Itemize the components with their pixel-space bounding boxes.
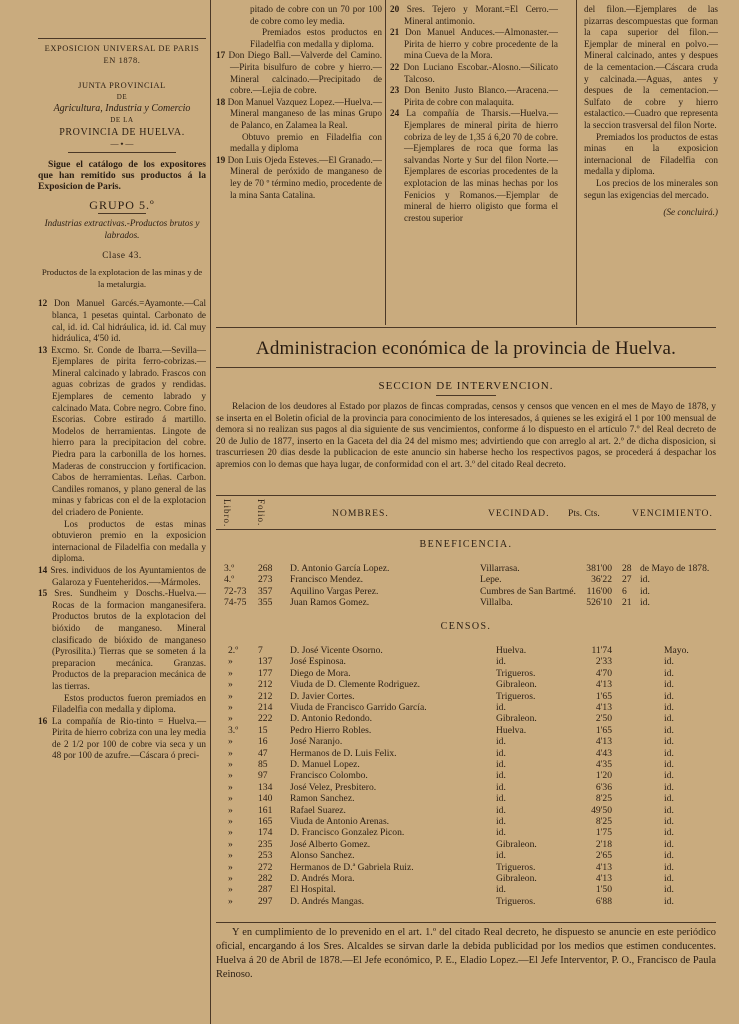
cell-nombre: D. Antonio Redondo. xyxy=(290,713,373,725)
sigue-paragraph: Sigue el catálogo de los expositores que han remitido sus productos á la Exposicion de Paris. xyxy=(38,158,206,192)
table-row xyxy=(216,759,716,770)
cell-folio: 165 xyxy=(258,816,273,827)
entry-text: Los productos de estas minas obtuvieron premio en la exposicion internacional de Filadelfia con medalla y diploma. xyxy=(52,518,206,564)
de-label: DE xyxy=(116,92,128,101)
entry-number: 14 xyxy=(38,564,48,575)
cell-nombre: José Naranjo. xyxy=(290,736,343,748)
table-row xyxy=(216,725,716,736)
cell-folio: 357 xyxy=(258,585,273,597)
cell-dia: 6 xyxy=(622,585,627,597)
exposicion-heading: EXPOSICION UNIVERSAL DE PARIS xyxy=(44,44,200,53)
entry-list xyxy=(216,50,382,201)
cell-nombre: D. Antonio García Lopez. xyxy=(290,563,390,574)
top-rule xyxy=(38,38,206,39)
column-divider xyxy=(385,0,386,325)
cell-vecindad: id. xyxy=(496,850,506,862)
cell-libro: 2.º xyxy=(228,645,239,656)
entry-text: La compañía de Tharsis.—Huelva.—Ejemplares de mineral pirita de hierro cobriza de ley de 1,35 á 6,20 70 de cobre.—Ejemplares de roca que forma las salvandas Norte y Sur del filon Norte.—Ejemplares de escorias procedentes de la explotacion de las minas hechas por los Fenicios y Romanos.—Ejemplar de mineral de hierro oligisto que forma el crestou superior xyxy=(404,108,558,223)
entry-number: 13 xyxy=(38,344,48,355)
entry-text: Obtuvo premio en Filadelfia con medalla y diploma xyxy=(230,131,382,154)
cell-nombre: Aquilino Vargas Perez. xyxy=(290,585,379,597)
entry-number: 17 xyxy=(216,50,226,61)
entry-text: Don Manuel Vazquez Lopez.—Huelva.—Mineral manganeso de las minas Grupo de Palanco, en Zalamea la Real. xyxy=(227,96,383,130)
cell-mes: id. xyxy=(664,884,674,896)
cell-mes: id. xyxy=(640,585,650,597)
table-row xyxy=(216,597,716,608)
cell-libro: » xyxy=(228,793,233,805)
column-2 xyxy=(216,4,382,201)
cell-folio: 177 xyxy=(258,667,273,679)
catalog-entry xyxy=(38,565,206,588)
cell-folio: 161 xyxy=(258,804,273,816)
cell-libro: » xyxy=(228,770,233,782)
entry-text: Excmo. Sr. Conde de Ibarra.—Sevilla—Ejemplares de pirita ferro-cobrizas.—Mineral calcinado y labrado. Frascos con aguas cobrizas de grados y rendidas. Ejemplares de cemento labrado y calcinado Mata. Cobre negro. Cobre fino. Escorias. Cobre estirado á martillo. Modelos de herramientas. Lingote de hierro para la precipitacion del cobre. Piedra para la carbonilla de los hornes. Maderas de construccion y fortificacion. Cabos de herramientas. Leñas. Carbon. Candiles romanos, y plano general de las minas y fabricas con el de la explotacion del criadero de Poniente. xyxy=(51,344,206,517)
entry-text: La compañía de Rio-tinto = Huelva.—Pirita de hierro cobriza con una ley media de 2 1/2 por 100 de cobre via seca y un 48 por 100 de azufre.—Cáscara ó preci- xyxy=(51,715,207,761)
cell-folio: 287 xyxy=(258,884,273,896)
cell-libro: 4.º xyxy=(224,574,235,586)
entry-text: Sres. Tejero y Morant.=El Cerro.—Mineral antimonio. xyxy=(404,4,558,26)
entry-number: 20 xyxy=(390,4,400,14)
concluira-note: (Se concluirá.) xyxy=(663,207,718,218)
cell-nombre: D. Javier Cortes. xyxy=(290,690,355,702)
entry-number: 16 xyxy=(38,715,48,726)
cell-vecindad: Trigueros. xyxy=(496,690,536,702)
provincia-heading: PROVINCIA DE HUELVA. xyxy=(59,126,185,138)
entry-text: Sres. individuos de los Ayuntamientos de Galaroza y Fuenteheridos.—-Mármoles. xyxy=(50,564,206,587)
cell-folio: 47 xyxy=(258,747,268,759)
cell-libro: » xyxy=(228,679,233,691)
exposicion-year: EN 1878. xyxy=(103,55,141,65)
cell-folio: 282 xyxy=(258,873,273,884)
cell-nombre: Rafael Suarez. xyxy=(290,804,346,816)
cell-vecindad: Lepe. xyxy=(480,574,502,586)
industrias-heading: Industrias extractivas.-Productos brutos y labrados. xyxy=(44,218,200,240)
cell-nombre: D. Francisco Gonzalez Picon. xyxy=(290,827,405,839)
table-row xyxy=(216,702,716,713)
cell-mes: id. xyxy=(664,713,674,725)
cell-vecindad: id. xyxy=(496,793,506,805)
rule xyxy=(68,152,176,153)
cell-pts: 381'00 xyxy=(586,563,612,574)
cell-vecindad: Huelva. xyxy=(496,724,527,736)
cell-mes: id. xyxy=(664,656,674,668)
catalog-entry xyxy=(216,97,382,132)
cell-pts: 4'13 xyxy=(595,679,612,691)
table-row xyxy=(216,656,716,667)
cell-libro: 74-75 xyxy=(224,597,247,609)
catalog-entry xyxy=(38,588,206,692)
header-vencimiento: VENCIMIENTO. xyxy=(632,508,713,519)
cell-vecindad: id. xyxy=(496,827,506,839)
cell-pts: 2'65 xyxy=(595,850,612,862)
rule xyxy=(436,395,496,396)
cell-mes: id. xyxy=(664,804,674,816)
premio-note: Premiados estos productos en Filadelfia con medalla y diploma. xyxy=(250,27,382,49)
header-folio: Folio. xyxy=(256,499,266,527)
cell-libro: » xyxy=(228,667,233,679)
table-row xyxy=(216,586,716,597)
cell-folio: 137 xyxy=(258,656,273,668)
junta-heading: JUNTA PROVINCIAL xyxy=(78,81,166,91)
cell-vecindad: id. xyxy=(496,702,506,713)
cell-folio: 253 xyxy=(258,850,273,862)
cell-vecindad: Gibraleon. xyxy=(496,679,537,691)
cell-mes: id. xyxy=(664,724,674,736)
cell-folio: 85 xyxy=(258,759,268,770)
catalog-entry xyxy=(216,132,382,155)
table-rule xyxy=(216,529,716,530)
cell-mes: id. xyxy=(664,793,674,805)
cell-libro: » xyxy=(228,804,233,816)
table-row xyxy=(216,748,716,759)
cell-libro: 72-73 xyxy=(224,585,247,597)
cell-mes: id. xyxy=(664,895,674,907)
entry-number: 15 xyxy=(38,588,48,599)
cell-libro: » xyxy=(228,702,233,713)
entry-number: 21 xyxy=(390,27,400,38)
beneficencia-heading: BENEFICENCIA. xyxy=(419,539,513,550)
cell-pts: 4'13 xyxy=(595,736,612,748)
cell-libro: » xyxy=(228,816,233,827)
catalog-entry xyxy=(216,50,382,96)
cell-pts: 4'13 xyxy=(595,861,612,873)
cell-folio: 297 xyxy=(258,895,273,907)
cell-mes: id. xyxy=(640,574,650,586)
cell-nombre: El Hospital. xyxy=(290,884,336,896)
cell-mes: id. xyxy=(664,816,674,827)
seccion-heading: SECCION DE INTERVENCION. xyxy=(378,380,554,392)
cell-folio: 273 xyxy=(258,574,273,586)
grupo-heading: GRUPO 5.º xyxy=(89,197,155,212)
cell-libro: » xyxy=(228,736,233,748)
header-vecindad: VECINDAD. xyxy=(488,508,550,519)
cell-nombre: Hermanos de D.ª Gabriela Ruiz. xyxy=(290,861,414,873)
catalog-entry xyxy=(390,27,558,62)
column-divider xyxy=(210,0,211,1024)
cell-pts: 4'13 xyxy=(595,873,612,884)
cell-folio: 97 xyxy=(258,770,268,782)
cell-pts: 4'43 xyxy=(595,747,612,759)
cell-mes: id. xyxy=(664,850,674,862)
entry-number: 23 xyxy=(390,85,400,96)
cell-nombre: D. José Vicente Osorno. xyxy=(290,645,383,656)
cell-vecindad: id. xyxy=(496,884,506,896)
table-bottom-rule xyxy=(216,922,716,923)
cell-pts: 6'88 xyxy=(595,895,612,907)
cell-mes: id. xyxy=(664,679,674,691)
entry-list xyxy=(38,298,206,762)
administracion-title: Administracion económica de la provincia de Huelva. xyxy=(255,338,677,359)
cell-folio: 212 xyxy=(258,690,273,702)
cell-nombre: D. Manuel Lopez. xyxy=(290,759,360,770)
cell-libro: » xyxy=(228,690,233,702)
header-libro: Libro. xyxy=(222,499,232,528)
entry-number: 24 xyxy=(390,108,400,119)
table-row xyxy=(216,574,716,585)
table-row xyxy=(216,679,716,690)
cell-pts: 1'75 xyxy=(595,827,612,839)
cell-dia: 28 xyxy=(622,563,632,574)
cell-vecindad: id. xyxy=(496,781,506,793)
cell-folio: 7 xyxy=(258,645,263,656)
rule xyxy=(98,213,146,214)
catalog-entry xyxy=(390,108,558,224)
cell-vecindad: Villalba. xyxy=(480,597,513,609)
entry-number: 22 xyxy=(390,61,400,72)
catalog-entry xyxy=(38,519,206,565)
agricultura-heading: Agricultura, Industria y Comercio xyxy=(53,103,191,115)
catalog-entry xyxy=(390,4,558,27)
cell-vecindad: Villarrasa. xyxy=(480,563,520,574)
cell-libro: » xyxy=(228,850,233,862)
cell-pts: 2'18 xyxy=(595,838,612,850)
cell-pts: 116'00 xyxy=(586,585,612,597)
cell-libro: » xyxy=(228,838,233,850)
entry-number: 12 xyxy=(38,298,48,309)
cell-mes: Mayo. xyxy=(664,645,689,656)
section-rule xyxy=(216,327,716,328)
cell-vecindad: id. xyxy=(496,770,506,782)
footer-paragraph: Y en cumplimiento de lo prevenido en el art. 1.º del citado Real decreto, he dispuesto se anuncie en este periódico oficial, encargando á los Sres. Alcaldes se sirvan darle la debida publicidad por los medios que estimen conducentes. Huelva á 20 de Abril de 1878.—El Jefe económico, P. E., Eladio Lopez.—El Jefe Interventor, P. O., Francisco de Paula Reinoso. xyxy=(216,927,716,980)
catalog-entry xyxy=(390,85,558,108)
table-row xyxy=(216,850,716,861)
table-row xyxy=(216,862,716,873)
entry-text: Don Luis Ojeda Esteves.—El Granado.—Mineral de peróxido de manganeso de ley de 70 º término medio, procedente de la mina Santa Catalina. xyxy=(227,154,382,200)
cell-mes: id. xyxy=(664,838,674,850)
cell-libro: » xyxy=(228,895,233,907)
entry-text: Don Manuel Garcés.=Ayamonte.—Cal blanca, 1 pesetas quintal. Carbonato de cal, id. id. Cal hidráulica, id. id. Cal muy hidráulica, 4'50 id. xyxy=(52,298,207,344)
cell-pts: 4'35 xyxy=(595,759,612,770)
catalog-entry xyxy=(38,345,206,519)
cell-nombre: D. Andrés Mangas. xyxy=(290,895,365,907)
cell-vecindad: id. xyxy=(496,747,506,759)
entry-text: Don Diego Ball.—Valverde del Camino.—Pirita bisulfuro de cobre y hierro.—Mineral calcinado.—Precipitado de cobre.—Lejia de cobre. xyxy=(228,50,382,96)
cell-nombre: Viuda de Francisco Garrido García. xyxy=(290,702,427,713)
cell-folio: 268 xyxy=(258,563,273,574)
cell-folio: 174 xyxy=(258,827,273,839)
entry-number: 18 xyxy=(216,96,226,107)
cell-pts: 36'22 xyxy=(591,574,612,586)
table-row xyxy=(216,805,716,816)
cell-mes: de Mayo de 1878. xyxy=(640,563,710,574)
table-row xyxy=(216,713,716,724)
entry-text: Sres. Sundheim y Doschs.-Huelva.—Rocas de la formacion manganesifera. Productos brutos de la explotacion del bióxido de manganeso. Mineral clasificado de bióxido de manganeso (Pyrosilita.) Tierras que se someten á la preparacion mecánica. Granzas. Productos de la preparacion mecánica de las tierras. xyxy=(52,588,206,691)
table-row xyxy=(216,793,716,804)
cell-vecindad: id. xyxy=(496,736,506,748)
cell-nombre: José Espinosa. xyxy=(290,656,346,668)
cell-pts: 4'70 xyxy=(595,667,612,679)
column-divider xyxy=(576,0,577,325)
table-row xyxy=(216,839,716,850)
cell-folio: 140 xyxy=(258,793,273,805)
cell-pts: 6'36 xyxy=(595,781,612,793)
cell-folio: 222 xyxy=(258,713,273,725)
cell-vecindad: Cumbres de San Bartmé. xyxy=(480,585,576,597)
cell-vecindad: Huelva. xyxy=(496,645,527,656)
cell-vecindad: id. xyxy=(496,804,506,816)
cell-libro: » xyxy=(228,861,233,873)
cell-mes: id. xyxy=(664,747,674,759)
cell-libro: » xyxy=(228,656,233,668)
cell-mes: id. xyxy=(664,690,674,702)
column-4 xyxy=(584,4,718,219)
ornament: — ⬩ — xyxy=(110,139,134,149)
cell-folio: 134 xyxy=(258,781,273,793)
cell-folio: 15 xyxy=(258,724,268,736)
catalog-entry xyxy=(38,716,206,762)
cell-vecindad: Gibraleon. xyxy=(496,838,537,850)
cell-pts: 4'13 xyxy=(595,702,612,713)
table-row xyxy=(216,884,716,895)
cell-dia: 21 xyxy=(622,597,632,609)
catalog-entry xyxy=(216,155,382,201)
cell-mes: id. xyxy=(664,770,674,782)
catalog-entry xyxy=(390,62,558,85)
cell-vecindad: Trigueros. xyxy=(496,861,536,873)
entry-text: Don Benito Justo Blanco.—Aracena.—Pirita de cobre con malaquita. xyxy=(404,85,558,107)
continued-text: del filon.—Ejemplares de las pizarras descompuestas que forman la capa superior del filon.—Ejemplar de mineral en polvo.—Mineral calcinado, antes y despues de la cementacion.—Cáscara cruda y calcinada.—Aguas, antes y despues de la cementacion.—Sulfato de cobre y hierro estalactico.—Cuadro que representa la seccion trasversal del filon Norte. xyxy=(584,4,718,130)
cell-folio: 235 xyxy=(258,838,273,850)
cell-dia: 27 xyxy=(622,574,632,586)
header-nombres: NOMBRES. xyxy=(332,508,389,519)
precios-note: Los precios de los minerales son segun las exigencias del mercado. xyxy=(584,177,718,200)
cell-vecindad: Trigueros. xyxy=(496,895,536,907)
cell-nombre: Juan Ramos Gomez. xyxy=(290,597,370,609)
cell-pts: 526'10 xyxy=(586,597,612,609)
productos-heading: Productos de la explotacion de las minas y de la metalurgia. xyxy=(41,267,203,289)
cell-libro: » xyxy=(228,781,233,793)
cell-nombre: José Alberto Gomez. xyxy=(290,838,371,850)
cell-folio: 355 xyxy=(258,597,273,609)
table-row xyxy=(216,896,716,907)
table-row xyxy=(216,873,716,884)
cell-mes: id. xyxy=(640,597,650,609)
cell-nombre: José Velez, Presbitero. xyxy=(290,781,377,793)
cell-pts: 49'50 xyxy=(591,804,612,816)
cell-folio: 16 xyxy=(258,736,268,748)
cell-libro: » xyxy=(228,873,233,884)
title-rule xyxy=(216,367,716,368)
cell-pts: 1'50 xyxy=(595,884,612,896)
cell-nombre: Francisco Mendez. xyxy=(290,574,363,586)
cell-mes: id. xyxy=(664,861,674,873)
cell-nombre: Viuda de Antonio Arenas. xyxy=(290,816,390,827)
cell-mes: id. xyxy=(664,873,674,884)
cell-nombre: Diego de Mora. xyxy=(290,667,351,679)
catalog-entry xyxy=(38,693,206,716)
cell-mes: id. xyxy=(664,827,674,839)
entry-number: 19 xyxy=(216,154,226,165)
cell-libro: » xyxy=(228,827,233,839)
cell-libro: 3.º xyxy=(224,563,235,574)
table-row xyxy=(216,827,716,838)
cell-vecindad: id. xyxy=(496,759,506,770)
cell-mes: id. xyxy=(664,781,674,793)
cell-pts: 1'20 xyxy=(595,770,612,782)
cell-libro: » xyxy=(228,713,233,725)
censos-heading: CENSOS. xyxy=(440,621,492,632)
column-exposicion xyxy=(38,4,206,762)
catalog-entry xyxy=(38,298,206,344)
cell-nombre: Pedro Hierro Robles. xyxy=(290,724,372,736)
table-row xyxy=(216,645,716,656)
table-row xyxy=(216,770,716,781)
table-row xyxy=(216,782,716,793)
table-header xyxy=(216,495,716,529)
cell-mes: id. xyxy=(664,702,674,713)
cell-nombre: D. Andrés Mora. xyxy=(290,873,355,884)
table-row xyxy=(216,668,716,679)
cell-nombre: Hermanos de D. Luis Felix. xyxy=(290,747,397,759)
cell-nombre: Francisco Colombo. xyxy=(290,770,368,782)
cell-libro: » xyxy=(228,747,233,759)
continued-text: pitado de cobre con un 70 por 100 de cobre como ley media. xyxy=(250,4,382,26)
cell-libro: » xyxy=(228,759,233,770)
table-row xyxy=(216,736,716,747)
table-row xyxy=(216,563,716,574)
cell-libro: 3.º xyxy=(228,724,239,736)
cell-mes: id. xyxy=(664,667,674,679)
cell-nombre: Ramon Sanchez. xyxy=(290,793,355,805)
cell-vecindad: Gibraleon. xyxy=(496,873,537,884)
cell-pts: 2'33 xyxy=(595,656,612,668)
cell-mes: id. xyxy=(664,736,674,748)
cell-vecindad: Trigueros. xyxy=(496,667,536,679)
clase-heading: Clase 43. xyxy=(102,249,142,260)
cell-mes: id. xyxy=(664,759,674,770)
entry-list xyxy=(390,4,558,224)
cell-pts: 1'65 xyxy=(595,724,612,736)
entry-text: Estos productos fueron premiados en Filadelfia con medalla y diploma. xyxy=(52,692,206,715)
cell-vecindad: Gibraleon. xyxy=(496,713,537,725)
cell-libro: » xyxy=(228,884,233,896)
table-row xyxy=(216,691,716,702)
column-3 xyxy=(390,4,558,224)
cell-folio: 272 xyxy=(258,861,273,873)
cell-nombre: Alonso Sanchez. xyxy=(290,850,355,862)
cell-nombre: Viuda de D. Clemente Rodriguez. xyxy=(290,679,420,691)
de-la-label: DE LA xyxy=(110,115,134,124)
cell-pts: 8'25 xyxy=(595,816,612,827)
cell-pts: 2'50 xyxy=(595,713,612,725)
cell-folio: 212 xyxy=(258,679,273,691)
cell-vecindad: id. xyxy=(496,656,506,668)
cell-vecindad: id. xyxy=(496,816,506,827)
intro-paragraph: Relacion de los deudores al Estado por plazos de fincas compradas, censos y censos que vencen en el mes de Mayo de 1878, y se inserta en el Boletin oficial de la provincia para conocimiento de los interesados, á quienes se les exigirá el 1 por 100 mensual de demora si no realizan sus pagos al dia siguiente de sus vencimientos, conforme á lo dispuesto en el artículo 7.º del Real decreto de 20 de Julio de 1877, inserto en la Gaceta del dia 24 del mismo mes; advirtiendo que con arreglo al art. 2.º de dicha disposicion, si trascurriesen 20 dias desde la publicacion de este anuncio sin haberse hecho los respectivos pagos, se procederá á despachar los apremios con lo demas que haya lugar, de conformidad con el art. 3.º del citado Real decreto. xyxy=(216,402,716,470)
cell-folio: 214 xyxy=(258,702,273,713)
entry-text: Don Luciano Escobar.-Alosno.—Silicato Talcoso. xyxy=(403,61,559,84)
cell-pts: 1'65 xyxy=(595,690,612,702)
cell-pts: 11'74 xyxy=(591,645,612,656)
premio-note: Premiados los productos de estas minas en la exposicion internacional de Filadelfia con medalla y diploma. xyxy=(584,131,718,177)
cell-pts: 8'25 xyxy=(595,793,612,805)
entry-text: Don Manuel Anduces.—Almonaster.—Pirita de hierro y cobre procedente de la mina Cueva de la Mora. xyxy=(404,27,558,61)
table-row xyxy=(216,816,716,827)
header-pts: Pts. Cts. xyxy=(568,508,600,519)
